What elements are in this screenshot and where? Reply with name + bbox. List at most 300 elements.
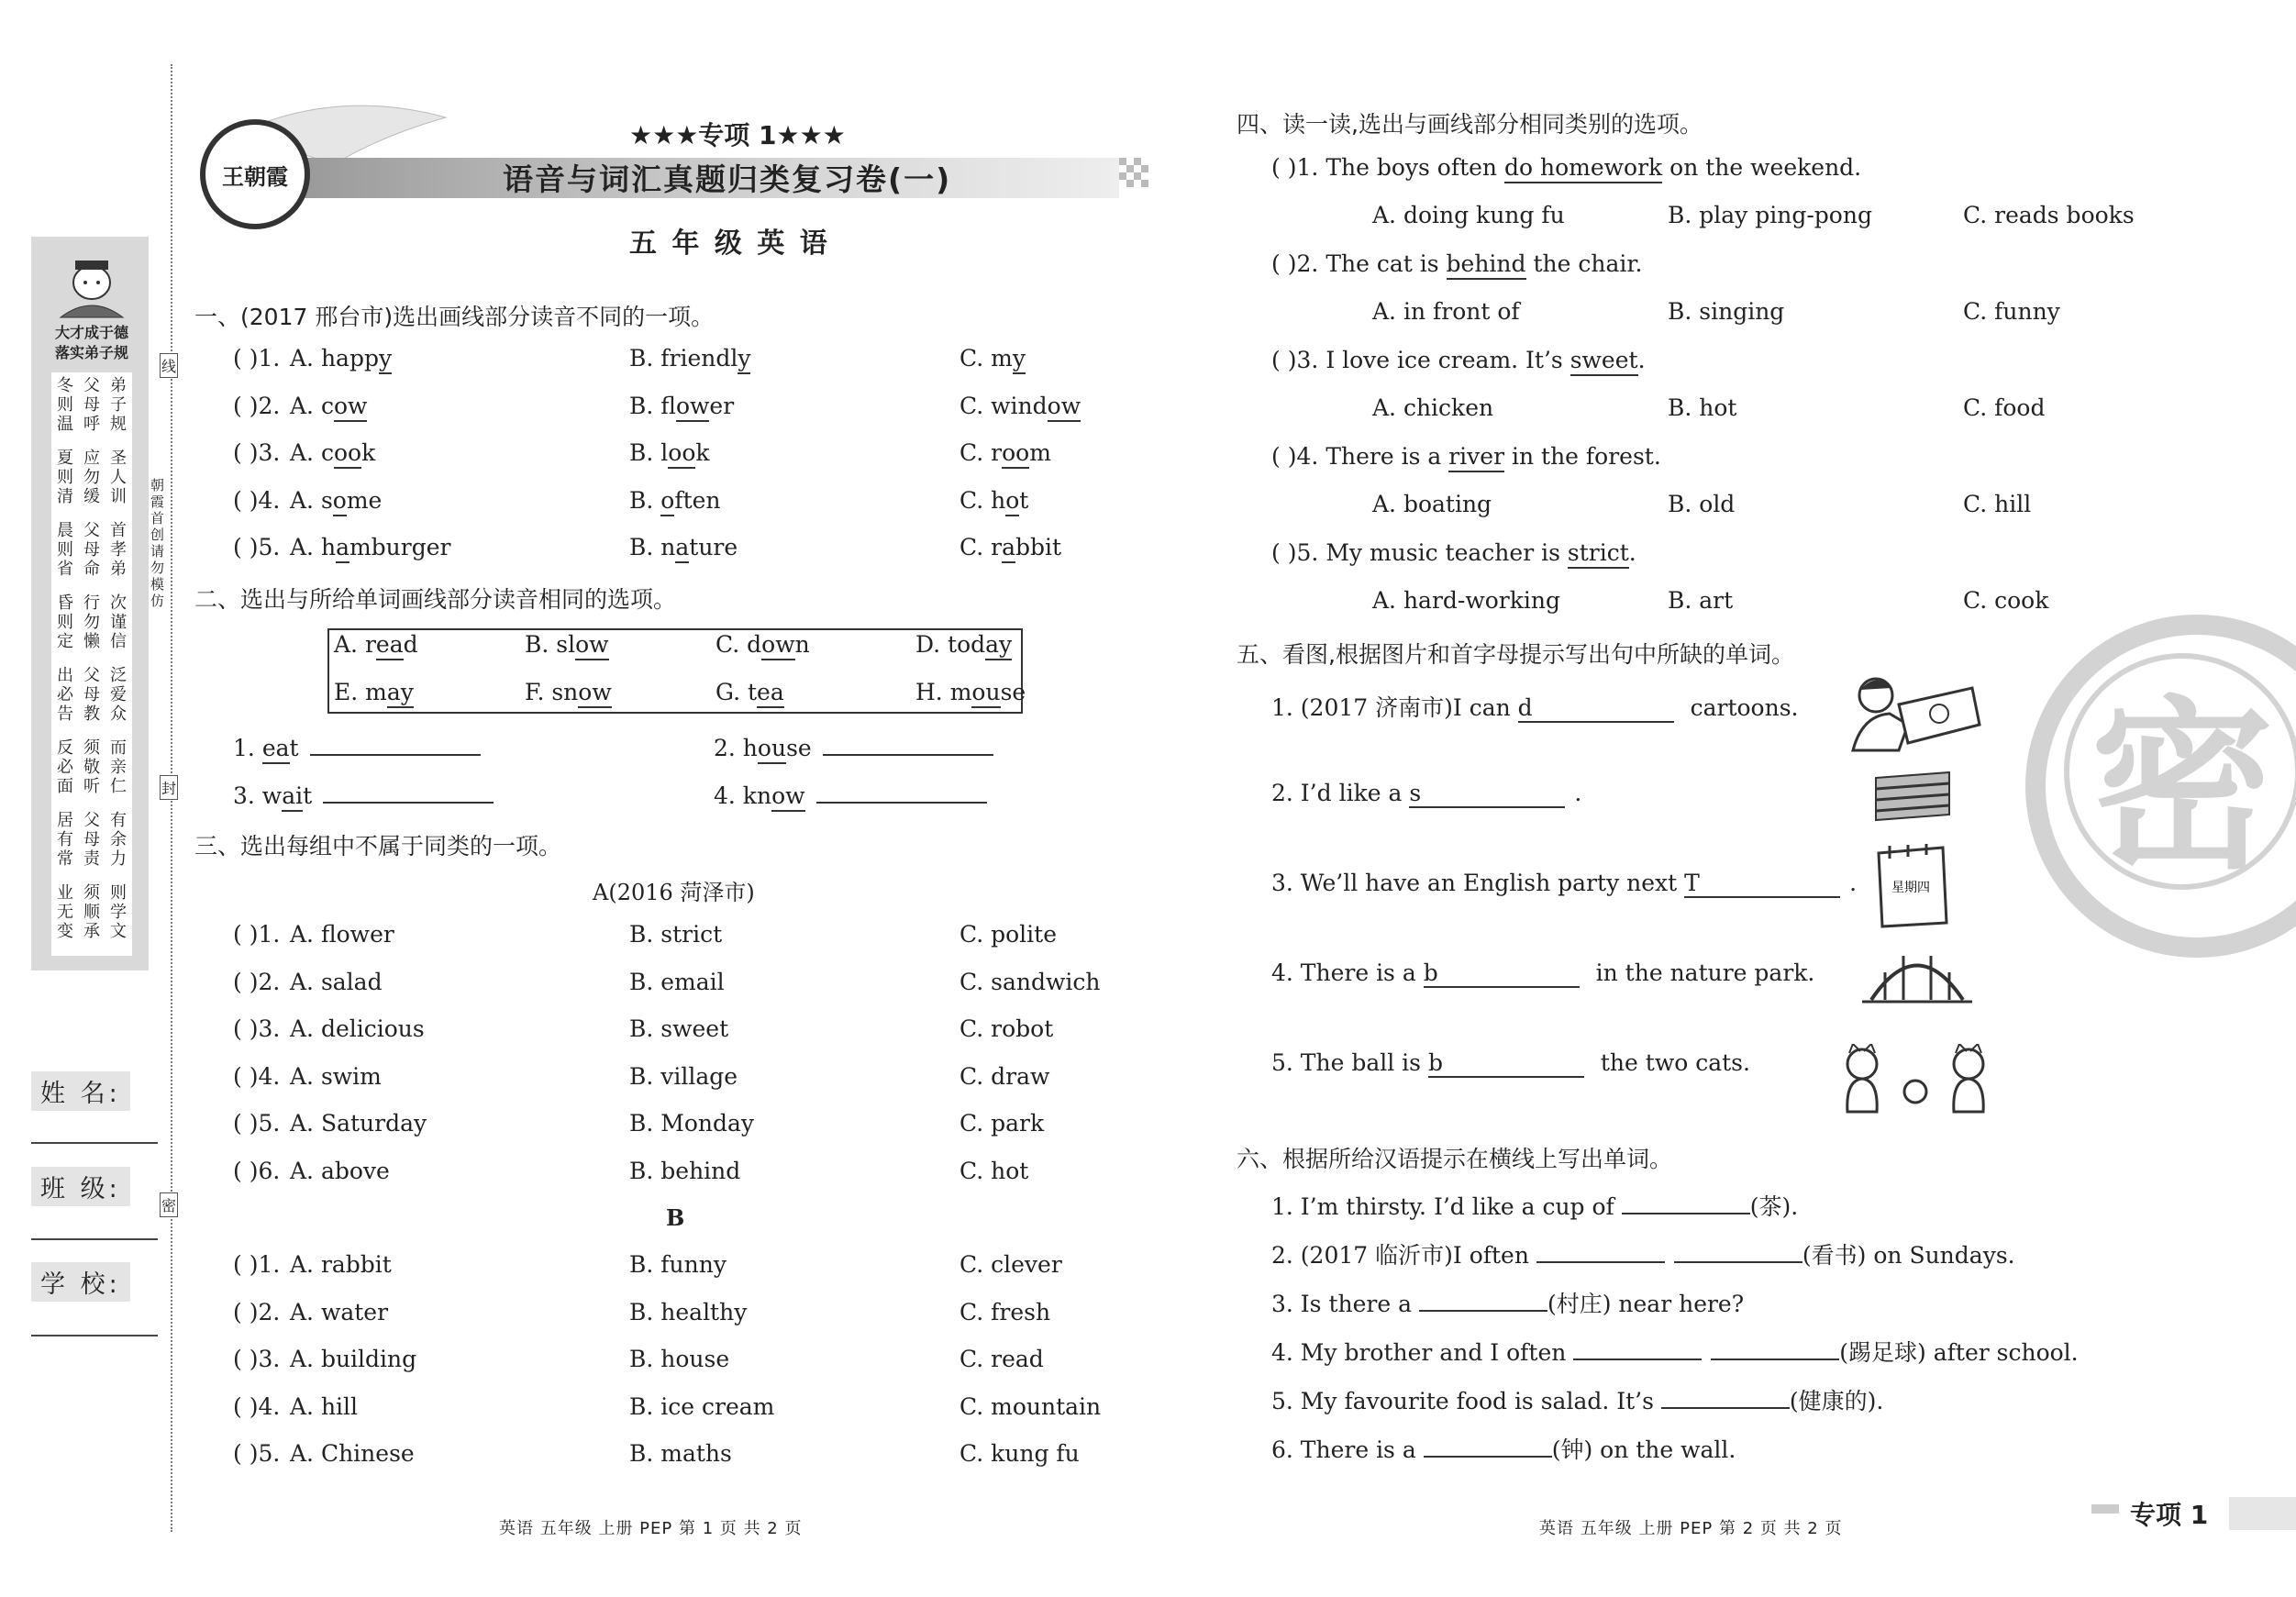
question-row	[233, 969, 1150, 1000]
option-a-cell[interactable]	[290, 345, 392, 372]
footer-left: 英语 五年级 上册 PEP 第 1 页 共 2 页	[499, 1519, 803, 1538]
option-b-pre: B. friendl	[629, 345, 738, 372]
footer-right: 英语 五年级 上册 PEP 第 2 页 共 2 页	[1539, 1519, 1843, 1538]
question-sentence-text-post: the chair.	[1525, 250, 1643, 277]
option-b[interactable]: B. funny	[629, 1251, 727, 1278]
question-sentence-text-underlined: do homework	[1504, 154, 1662, 183]
option-c-underlined: y	[1013, 345, 1026, 374]
option-b-underlined: y	[738, 345, 750, 374]
answer-blank[interactable]	[1419, 1290, 1547, 1312]
question-row	[233, 534, 1150, 565]
first-letter: d	[1517, 694, 1533, 721]
question-row	[233, 1440, 1150, 1471]
question-row	[233, 921, 1150, 952]
option-b[interactable]: B. ice cream	[629, 1392, 775, 1420]
margin-mark-mi: 密	[160, 1192, 178, 1217]
corner-decoration	[2091, 1504, 2119, 1514]
margin-mark-feng: 封	[160, 775, 178, 800]
option-c-cell[interactable]	[959, 487, 1028, 514]
drawing-boy-icon	[1844, 670, 1981, 752]
answer-blank[interactable]	[1424, 1436, 1552, 1458]
phonics-item-word	[233, 735, 299, 764]
section1-heading: 一、(2017 邢台市)选出画线部分读音不同的一项。	[194, 304, 715, 330]
motto-column: 冬则温	[57, 376, 73, 434]
phonics-option-word-post: se	[1000, 679, 1026, 705]
answer-blank[interactable]	[823, 734, 993, 756]
option-a[interactable]: A. above	[290, 1157, 390, 1184]
option-a[interactable]: A. swim	[290, 1062, 382, 1090]
phonics-option-word-underlined: ou	[971, 679, 1000, 708]
sandwich-icon	[1871, 769, 1954, 824]
phonics-item	[233, 782, 494, 809]
fill-item	[1271, 1432, 1736, 1465]
name-field[interactable]	[31, 1142, 158, 1144]
phonics-option	[334, 679, 414, 705]
fill-item-end: .	[1849, 870, 1858, 896]
answer-blank[interactable]	[1661, 1387, 1790, 1409]
option-c[interactable]: C. kung fu	[959, 1440, 1080, 1467]
motto-grid	[51, 372, 132, 956]
option-a-post: me	[346, 486, 383, 514]
option-b[interactable]: B. play ping-pong	[1668, 202, 1872, 228]
fill-item	[1271, 780, 1581, 808]
option-b[interactable]: B. hot	[1668, 394, 1737, 421]
option-a[interactable]: A. building	[290, 1346, 417, 1372]
option-a[interactable]: A. rabbit	[290, 1251, 392, 1278]
phonics-option-word-underlined: ea	[757, 679, 784, 708]
motto-column: 弟子规	[110, 376, 127, 434]
section6-heading: 六、根据所给汉语提示在横线上写出单词。	[1237, 1146, 1673, 1172]
phonics-option-word	[715, 631, 810, 660]
phonics-item-word	[714, 782, 805, 812]
question-sentence	[1325, 250, 1642, 277]
phonics-option-word	[715, 679, 784, 708]
option-b	[629, 487, 721, 516]
question-number: ( )5.	[233, 1110, 281, 1137]
motto-column: 父母教	[83, 666, 100, 724]
phonics-option	[715, 631, 810, 658]
option-b-post: ften	[674, 486, 721, 514]
question-number: ( )2.	[233, 968, 281, 995]
phonics-option-word-underlined: ow	[578, 679, 611, 708]
fill-item	[1271, 1237, 2015, 1270]
question-number: ( )5.	[1271, 539, 1319, 566]
answer-blank[interactable]	[1684, 870, 1840, 898]
option-a[interactable]: A. boating	[1372, 491, 1492, 517]
motto-column: 父母命	[83, 521, 100, 579]
option-a-cell[interactable]	[290, 393, 367, 419]
calendar-text: 星期四	[1891, 881, 1930, 895]
phonics-item-word-underlined: ow	[771, 782, 804, 812]
option-b[interactable]: B. behind	[629, 1157, 741, 1184]
question-sentence	[1325, 347, 1645, 373]
answer-blank[interactable]	[1711, 1338, 1839, 1360]
option-b-cell[interactable]	[629, 439, 710, 466]
motto-column: 业无变	[57, 883, 73, 941]
checker-decoration-icon	[1119, 158, 1156, 198]
option-b-cell[interactable]	[629, 345, 750, 372]
option-c-cell[interactable]	[959, 345, 1026, 372]
question-sentence-text	[1325, 443, 1660, 472]
phonics-option-word	[915, 631, 1012, 660]
class-field[interactable]	[31, 1238, 158, 1240]
fill-item-text: 1. (2017 济南市)I can	[1271, 694, 1518, 721]
answer-blank[interactable]	[1518, 694, 1674, 723]
phonics-option	[715, 679, 784, 705]
motto-column: 父母呼	[83, 376, 100, 434]
option-c-cell[interactable]	[959, 393, 1081, 419]
question-row	[233, 439, 1150, 471]
phonics-item-word-pre: 1.	[233, 735, 262, 761]
phonics-item-word-underlined: ea	[262, 735, 290, 764]
option-c	[959, 439, 1051, 469]
fill-item-text: 2. (2017 临沂市)I often	[1271, 1242, 1536, 1269]
question-number: ( )2.	[1271, 250, 1319, 277]
option-a-underlined: oo	[334, 439, 361, 469]
question-sentence-text-post: .	[1628, 539, 1636, 566]
option-c-cell[interactable]	[959, 534, 1061, 560]
option-a	[290, 487, 382, 516]
question-number: ( )4.	[233, 1062, 281, 1090]
question-sentence-text-underlined: strict	[1568, 539, 1629, 569]
phonics-option-word	[915, 679, 1026, 708]
phonics-item-word-post: t	[303, 782, 313, 809]
phonics-option	[525, 631, 609, 658]
margin-vertical-text: 朝霞首创 请勿模仿	[150, 477, 165, 609]
option-a[interactable]: A. Chinese	[290, 1440, 415, 1467]
answer-blank[interactable]	[1428, 1049, 1584, 1078]
option-c-underlined: a	[1002, 534, 1015, 563]
fill-item-end: cartoons.	[1682, 694, 1799, 721]
option-a[interactable]: A. hill	[290, 1392, 359, 1420]
phonics-option-word-pre: H. m	[915, 679, 972, 705]
fill-item-end: the two cats.	[1592, 1049, 1750, 1076]
option-b[interactable]: B. email	[629, 968, 725, 995]
question-sentence-text-pre: There is a	[1325, 443, 1449, 470]
phonics-item-word	[714, 735, 812, 764]
fill-item-end: in the nature park.	[1588, 959, 1815, 986]
fill-item	[1271, 690, 1799, 723]
option-c-post: bbit	[1015, 534, 1062, 560]
phonics-option-word-pre: B. sl	[525, 631, 576, 658]
motto-column: 昏则定	[57, 593, 73, 651]
phonics-option-word-underlined: ay	[985, 631, 1012, 660]
option-c-post: m	[1029, 439, 1051, 466]
two-cats-ball-icon	[1835, 1044, 1996, 1114]
question-row	[233, 1251, 1150, 1282]
fill-item	[1271, 1189, 1798, 1222]
fill-item-text: 6. There is a	[1271, 1436, 1424, 1463]
question-sentence-text-post: .	[1637, 347, 1646, 373]
motto-column: 首孝弟	[110, 521, 127, 579]
question-row	[1271, 347, 2189, 373]
motto-column: 晨则省	[57, 521, 73, 579]
question-sentence-text	[1325, 250, 1642, 280]
question-sentence-text-post: on the weekend.	[1662, 154, 1862, 181]
question-row	[1271, 250, 2189, 277]
option-c-post: t	[1019, 486, 1029, 514]
chinese-hint: (看书) on Sundays.	[1802, 1242, 2015, 1269]
fill-item-end: .	[1574, 780, 1582, 806]
question-sentence-text-post: in the forest.	[1504, 443, 1661, 470]
option-b[interactable]: B. singing	[1668, 298, 1785, 325]
option-c	[959, 393, 1081, 422]
option-b[interactable]: B. house	[629, 1346, 730, 1372]
question-number: ( )1.	[233, 921, 281, 948]
option-c[interactable]: C. cook	[1963, 587, 2049, 614]
option-b	[629, 393, 734, 422]
option-c-underlined: o	[1005, 487, 1019, 516]
question-row	[1271, 154, 2189, 181]
question-number: ( )3.	[233, 439, 281, 466]
question-number: ( )4.	[233, 486, 281, 514]
option-c-cell[interactable]	[959, 439, 1051, 466]
option-b-pre: B. n	[629, 534, 676, 560]
section4-heading: 四、读一读,选出与画线部分相同类别的选项。	[1237, 111, 1703, 138]
phonics-item	[714, 734, 993, 761]
question-sentence-text-underlined: sweet	[1570, 347, 1638, 376]
phonics-option-word-pre: F. sn	[525, 679, 579, 705]
question-row	[233, 1063, 1150, 1094]
question-number: ( )1.	[233, 345, 281, 372]
option-b-underlined: ow	[676, 393, 709, 422]
option-a-pre: A. happ	[290, 345, 379, 372]
class-label: 班 级:	[31, 1167, 130, 1206]
chinese-hint: (钟) on the wall.	[1551, 1436, 1736, 1463]
option-a-underlined: ow	[334, 393, 367, 422]
logo	[200, 119, 310, 229]
option-a-post: k	[361, 439, 376, 466]
option-c[interactable]: C. funny	[1963, 298, 2060, 325]
fill-item	[1271, 1383, 1883, 1416]
corner-bar	[2229, 1497, 2296, 1530]
section2-heading: 二、选出与所给单词画线部分读音相同的选项。	[194, 586, 677, 613]
chinese-hint: (踢足球) after school.	[1839, 1339, 2079, 1366]
phonics-option-word	[334, 631, 418, 660]
option-a	[290, 345, 392, 374]
option-a[interactable]: A. flower	[290, 921, 394, 948]
page-subtitle: 五 年 级 英 语	[629, 227, 830, 260]
group-a-label: A(2016 菏泽市)	[593, 880, 755, 905]
option-a[interactable]: A. water	[290, 1298, 389, 1325]
option-c[interactable]: C. hill	[1963, 491, 2032, 517]
option-a[interactable]: A. salad	[290, 968, 383, 995]
option-a-cell[interactable]	[290, 439, 375, 466]
bridge-icon	[1862, 936, 1972, 1005]
school-field[interactable]	[31, 1335, 158, 1336]
name-label: 姓 名:	[31, 1071, 130, 1111]
question-row	[233, 393, 1150, 424]
motto-column: 须敬听	[83, 738, 100, 796]
option-a-pre: A. h	[290, 534, 337, 560]
option-c-pre: C. r	[959, 439, 1003, 466]
motto-column: 行勿懒	[83, 593, 100, 651]
option-c-pre: C. r	[959, 534, 1003, 560]
question-number: ( )6.	[233, 1157, 281, 1184]
phonics-option-word-underlined: ow	[575, 631, 608, 660]
motto-column: 夏则清	[57, 449, 73, 506]
option-a-post: mburger	[349, 534, 451, 560]
option-b-pre: B. l	[629, 439, 669, 466]
option-c-underlined: oo	[1002, 439, 1029, 469]
option-c[interactable]: C. food	[1963, 394, 2046, 421]
option-b-cell[interactable]	[629, 393, 734, 419]
motto-column: 居有常	[57, 811, 73, 869]
question-sentence-text	[1325, 347, 1645, 376]
logo-text: 王朝霞	[222, 163, 288, 190]
phonics-option	[915, 679, 1026, 705]
phonics-option-word-underlined: ow	[761, 631, 794, 660]
phonics-item-word-pre: 2. h	[714, 735, 758, 761]
answer-blank[interactable]	[1674, 1241, 1802, 1263]
option-a-underlined: o	[333, 487, 347, 516]
question-number: ( )1.	[1271, 154, 1319, 181]
option-a-pre: A. c	[290, 439, 334, 466]
option-a-cell[interactable]	[290, 534, 450, 560]
phonics-option-word	[334, 679, 414, 708]
option-c[interactable]: C. hot	[959, 1157, 1029, 1184]
question-number: ( )3.	[1271, 347, 1319, 373]
question-sentence-text	[1325, 539, 1636, 569]
phonics-option-word-pre: G. t	[715, 679, 758, 705]
option-c[interactable]: C. reads books	[1963, 202, 2135, 228]
motto-column: 次谨信	[110, 593, 127, 651]
question-row	[233, 1393, 1150, 1425]
option-b	[629, 534, 738, 563]
answer-blank[interactable]	[1409, 780, 1565, 808]
option-c-pre: C. wind	[959, 392, 1048, 419]
option-a-pre: A. s	[290, 486, 333, 514]
answer-blank[interactable]	[1424, 959, 1580, 988]
option-b-post: ture	[689, 534, 738, 560]
option-c[interactable]: C. mountain	[959, 1392, 1102, 1420]
option-b[interactable]: B. village	[629, 1062, 738, 1090]
option-b-pre: B.	[629, 486, 661, 514]
fill-item-text: 3. Is there a	[1271, 1291, 1419, 1317]
phonics-item	[714, 782, 987, 809]
phonics-item-word-underlined: ou	[758, 735, 786, 764]
answer-blank[interactable]	[1622, 1192, 1750, 1214]
question-number: ( )3.	[233, 1346, 281, 1372]
option-b[interactable]: B. strict	[629, 921, 723, 948]
phonics-item-word-pre: 4. kn	[714, 782, 772, 809]
motto-column: 有余力	[110, 811, 127, 869]
option-a[interactable]: A. doing kung fu	[1372, 202, 1565, 228]
option-a[interactable]: A. delicious	[290, 1015, 425, 1042]
question-number: ( )2.	[233, 1298, 281, 1325]
question-row	[1271, 539, 2189, 566]
question-row	[1271, 443, 2189, 470]
first-letter: s	[1409, 780, 1422, 806]
option-c[interactable]: C. fresh	[959, 1298, 1051, 1325]
school-label: 学 校:	[31, 1262, 130, 1302]
motto-column: 应勿缓	[83, 449, 100, 506]
question-sentence-text-pre: The cat is	[1325, 250, 1447, 277]
chinese-hint: (健康的).	[1789, 1388, 1884, 1414]
motto-column: 则学文	[110, 883, 127, 941]
option-a-cell[interactable]	[290, 487, 382, 514]
answer-blank[interactable]	[323, 782, 494, 804]
question-number: ( )4.	[1271, 443, 1319, 470]
option-c[interactable]: C. polite	[959, 921, 1058, 948]
question-row	[233, 1158, 1150, 1189]
phonics-option	[525, 679, 612, 705]
option-c[interactable]: C. read	[959, 1346, 1044, 1372]
option-c[interactable]: C. park	[959, 1110, 1045, 1137]
option-c[interactable]: C. clever	[959, 1251, 1062, 1278]
question-sentence-text-pre: I love ice cream. It’s	[1325, 347, 1570, 373]
phonics-item-word-post: se	[786, 735, 812, 761]
question-sentence	[1325, 539, 1636, 566]
option-b[interactable]: B. old	[1668, 491, 1736, 517]
option-c[interactable]: C. sandwich	[959, 968, 1101, 995]
fill-item-text: 5. My favourite food is salad. It’s	[1271, 1388, 1661, 1414]
answer-blank[interactable]	[1536, 1241, 1665, 1263]
motto-column: 出必告	[57, 666, 73, 724]
phonics-option-word-pre: D. tod	[915, 631, 986, 658]
seal-stamp-mark: 密	[2064, 653, 2296, 890]
fill-item	[1271, 1335, 2079, 1368]
fill-item	[1271, 870, 1857, 898]
phonics-option-word-pre: A. r	[334, 631, 376, 658]
option-b[interactable]: B. maths	[629, 1440, 732, 1467]
option-b-cell[interactable]	[629, 487, 721, 514]
question-sentence	[1325, 443, 1660, 470]
question-number: ( )1.	[233, 1251, 281, 1278]
corner-label: 专项 1	[2130, 1500, 2209, 1530]
option-a	[290, 439, 375, 469]
option-a[interactable]: A. Saturday	[290, 1110, 427, 1137]
question-row	[233, 1015, 1150, 1047]
answer-blank[interactable]	[816, 782, 987, 804]
first-letter: b	[1427, 1049, 1443, 1076]
option-b[interactable]: B. sweet	[629, 1015, 729, 1042]
option-a-pre: A. c	[290, 392, 334, 419]
option-a[interactable]: A. in front of	[1372, 298, 1520, 325]
option-b[interactable]: B. healthy	[629, 1298, 748, 1325]
option-c	[959, 534, 1061, 563]
option-b[interactable]: B. Monday	[629, 1110, 755, 1137]
option-a[interactable]: A. chicken	[1372, 394, 1494, 421]
fill-item-text: 4. There is a	[1271, 959, 1424, 986]
question-sentence-text-underlined: behind	[1447, 250, 1526, 280]
fill-item	[1271, 1286, 1744, 1319]
option-b-cell[interactable]	[629, 534, 738, 560]
option-b-underlined: oo	[668, 439, 695, 469]
option-b-pre: B. fl	[629, 392, 676, 419]
question-number: ( )4.	[233, 1392, 281, 1420]
sidebar-motto-1: 大才成于德	[54, 324, 128, 341]
option-c[interactable]: C. robot	[959, 1015, 1054, 1042]
sidebar-motto-2: 落实弟子规	[54, 344, 128, 361]
phonics-option	[334, 631, 418, 658]
answer-blank[interactable]	[310, 734, 481, 756]
phonics-option-word	[525, 631, 609, 660]
motto-column: 父母责	[83, 811, 100, 869]
option-a	[290, 393, 367, 422]
motto-column: 而亲仁	[110, 738, 127, 796]
option-c[interactable]: C. draw	[959, 1062, 1050, 1090]
question-sentence	[1325, 154, 1861, 181]
phonics-option-word-post: n	[794, 631, 810, 658]
fill-item	[1271, 1049, 1750, 1078]
question-number: ( )2.	[233, 392, 281, 419]
option-a	[290, 534, 450, 563]
group-b-label: B	[666, 1204, 685, 1231]
option-b[interactable]: B. art	[1668, 587, 1734, 614]
option-a[interactable]: A. hard-working	[1372, 587, 1561, 614]
answer-blank[interactable]	[1573, 1338, 1702, 1360]
